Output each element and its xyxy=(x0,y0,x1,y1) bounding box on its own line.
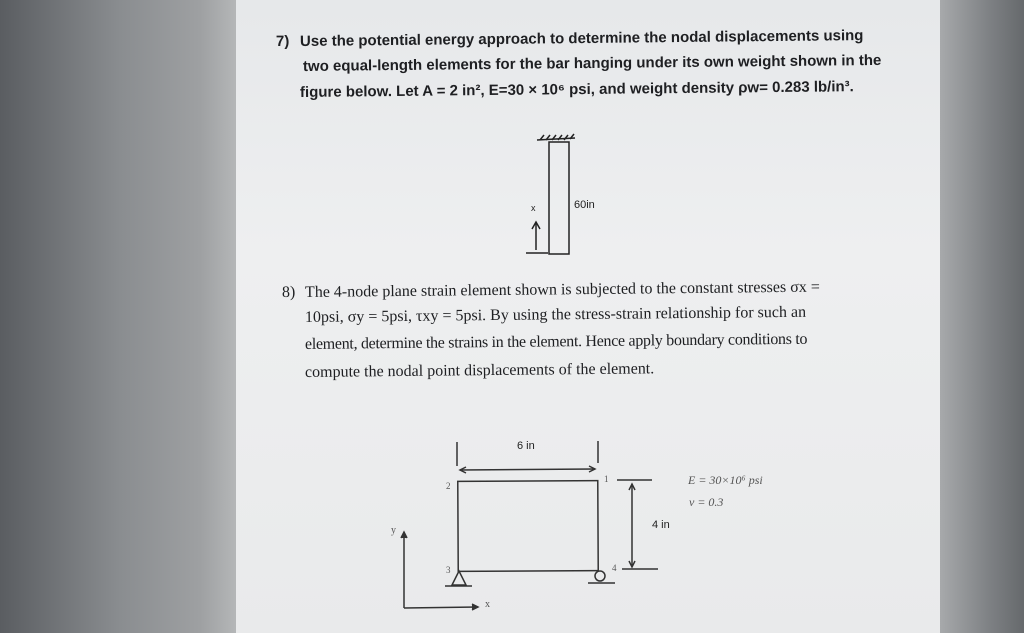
plane-strain-element-figure xyxy=(401,441,658,610)
x-axis-label: x xyxy=(485,599,490,610)
q8-line-1: The 4-node plane strain element shown is subjected to the constant stresses σx = xyxy=(304,278,820,301)
q7-line-1: Use the potential energy approach to determine the nodal displacements using xyxy=(299,27,864,50)
poissons-ratio: ν = 0.3 xyxy=(689,495,724,509)
width-label: 6 in xyxy=(517,440,535,452)
hanging-bar-figure xyxy=(526,134,575,254)
height-label: 4 in xyxy=(652,519,670,531)
bar-length-label: 60in xyxy=(574,199,595,211)
q7-number: 7) xyxy=(275,32,290,50)
q8-number: 8) xyxy=(281,283,296,301)
bar-x-axis-label: x xyxy=(531,203,536,213)
node-2-label: 2 xyxy=(446,481,451,491)
q7-line-2: two equal-length elements for the bar hanging under its own weight shown in the xyxy=(302,51,882,75)
q8-line-4: compute the nodal point displacements of the element. xyxy=(304,360,655,381)
youngs-modulus: E = 30×10⁶ psi xyxy=(688,473,763,487)
node-3-label: 3 xyxy=(446,565,451,575)
q8-line-3: element, determine the strains in the element. Hence apply boundary conditions to xyxy=(304,330,808,353)
node-1-label: 1 xyxy=(604,474,609,484)
q7-line-3: figure below. Let A = 2 in², E=30 × 10⁶ psi, and weight density ρw= 0.283 lb/in³. xyxy=(299,78,854,101)
q8-line-2: 10psi, σy = 5psi, τxy = 5psi. By using the stress-strain relationship for such an xyxy=(304,303,807,326)
node-4-label: 4 xyxy=(612,563,617,573)
y-axis-label: y xyxy=(391,525,396,536)
